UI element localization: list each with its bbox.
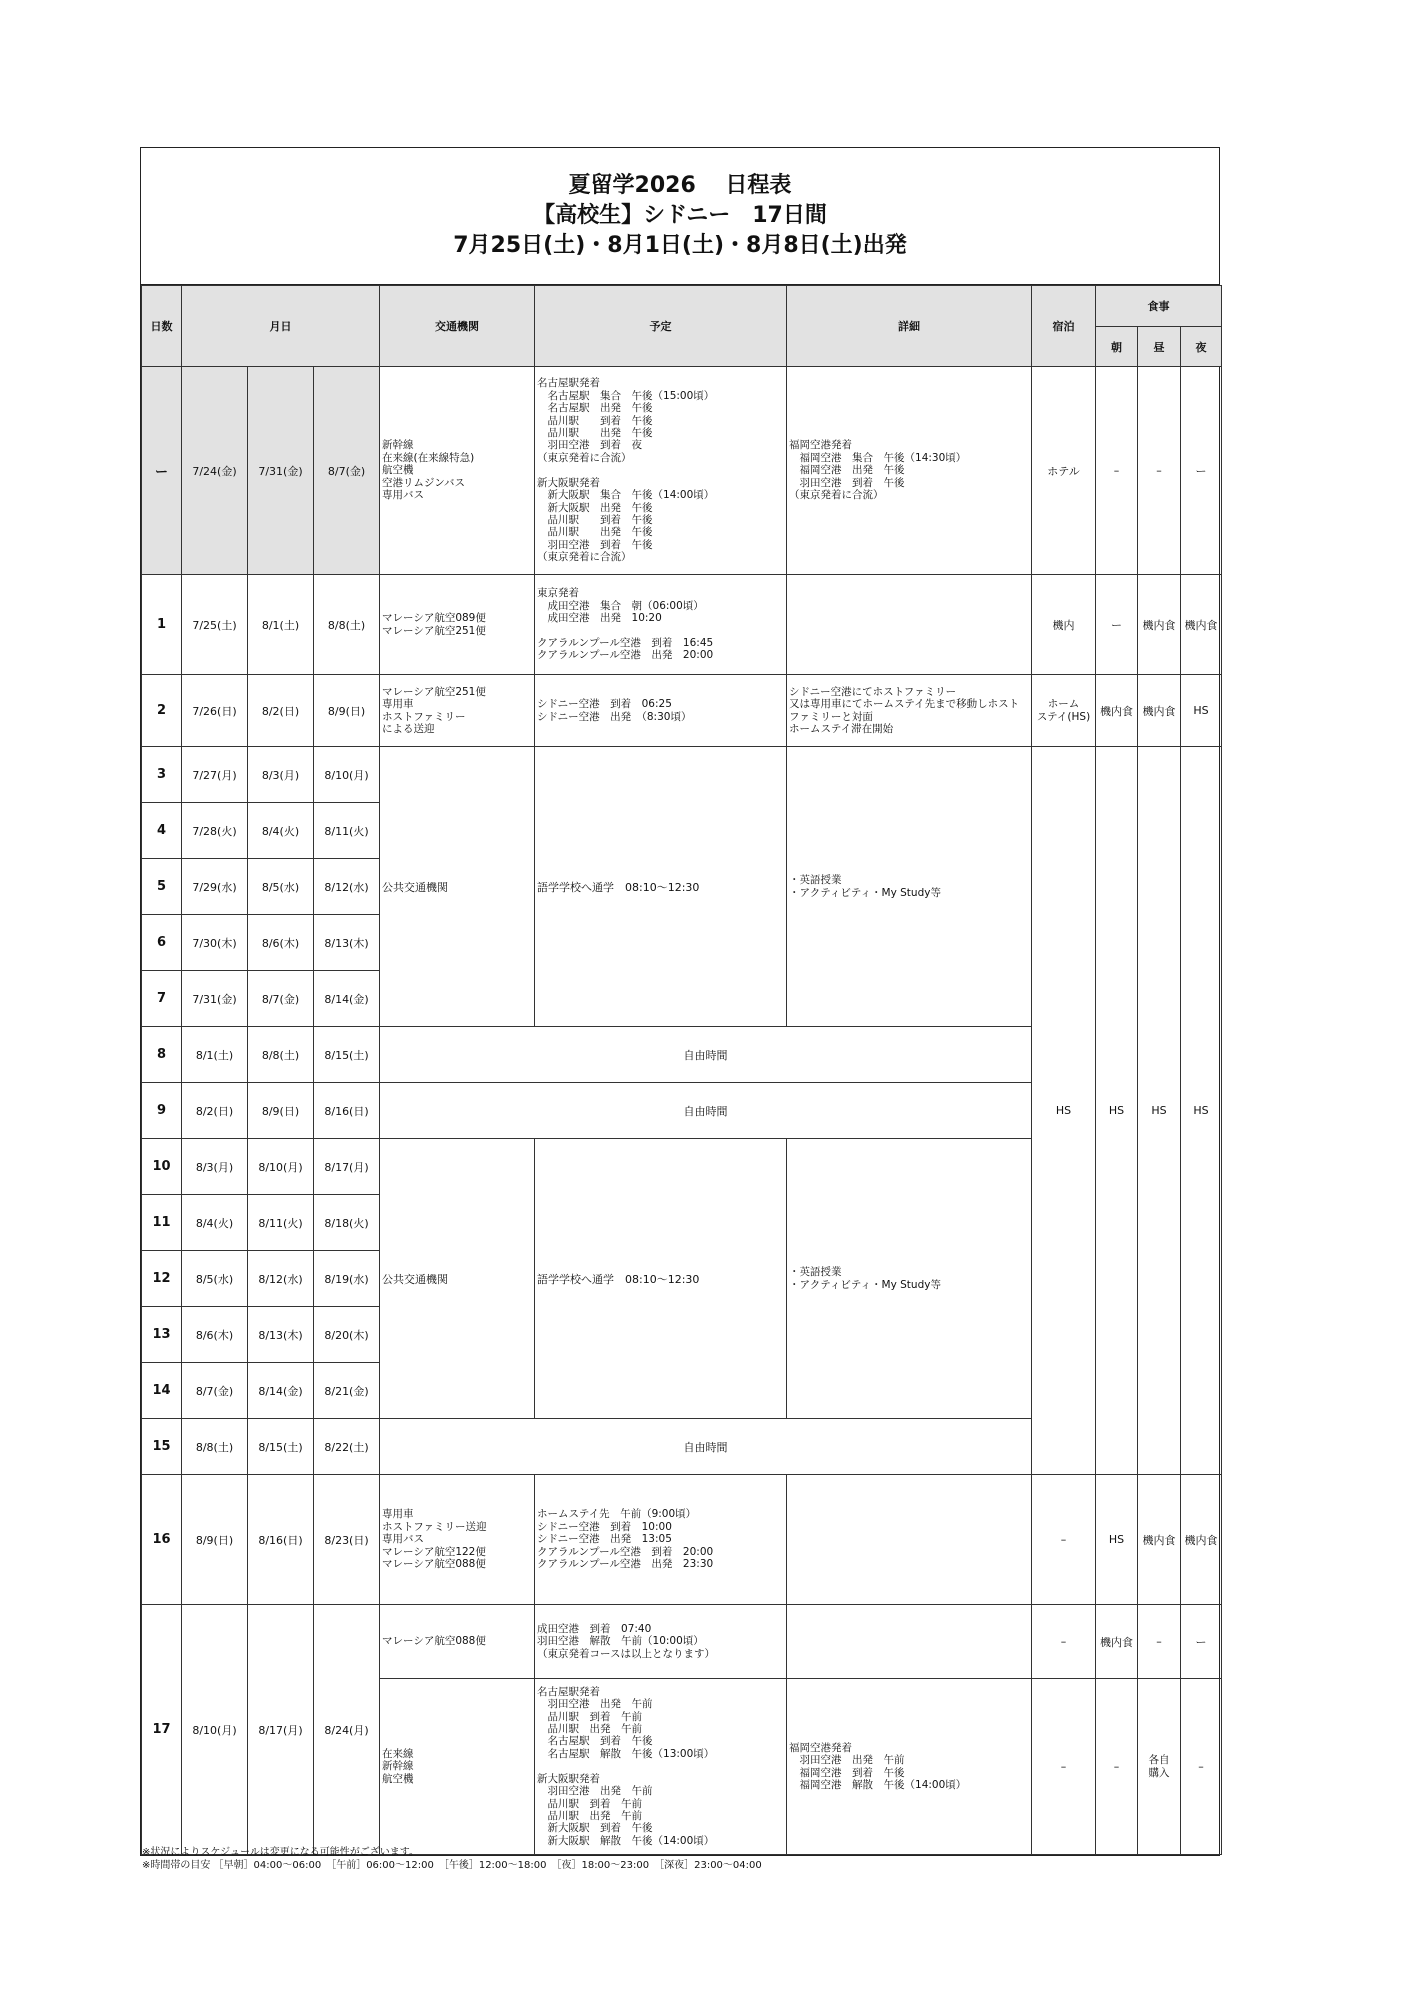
date-cell: 8/2(日): [248, 675, 314, 747]
day-number: 14: [142, 1363, 182, 1419]
stay-cell: HS: [1032, 747, 1096, 1475]
date-cell: 8/3(月): [248, 747, 314, 803]
date-cell: 8/7(金): [182, 1363, 248, 1419]
header-meals: 食事: [1096, 286, 1222, 327]
header-stay: 宿泊: [1032, 286, 1096, 367]
date-cell: 8/12(水): [248, 1251, 314, 1307]
meal-dinner: HS: [1181, 747, 1222, 1475]
transport-cell: 在来線 新幹線 航空機: [382, 1747, 414, 1785]
date-cell: 8/14(金): [314, 971, 380, 1027]
transport-cell: 公共交通機関: [380, 1139, 535, 1419]
date-cell: 8/9(日): [248, 1083, 314, 1139]
detail-cell: 福岡空港発着 福岡空港 集合 午後（14:30頃） 福岡空港 出発 午後 羽田空港 到着 午後 （東京発着に合流）: [789, 439, 967, 502]
meal-breakfast: 機内食: [1096, 1605, 1138, 1679]
day-number: 10: [142, 1139, 182, 1195]
day-number: 1: [142, 575, 182, 675]
date-cell: 8/7(金): [248, 971, 314, 1027]
header-date: 月日: [182, 286, 380, 367]
meal-dinner: ー: [1181, 1605, 1222, 1679]
date-cell: 8/8(土): [182, 1419, 248, 1475]
stay-cell: –: [1032, 1475, 1096, 1605]
date-cell: 7/31(金): [182, 971, 248, 1027]
day-number: ー: [142, 367, 182, 575]
date-cell: 8/15(土): [314, 1027, 380, 1083]
day-number: 16: [142, 1475, 182, 1605]
meal-breakfast: HS: [1096, 747, 1138, 1475]
date-cell: 8/3(月): [182, 1139, 248, 1195]
meal-breakfast: 機内食: [1096, 675, 1138, 747]
date-cell: 8/23(日): [314, 1475, 380, 1605]
meal-lunch: –: [1138, 1605, 1181, 1679]
date-cell: 8/13(木): [314, 915, 380, 971]
table-row: [142, 575, 1222, 675]
meal-dinner: ー: [1181, 367, 1222, 575]
date-cell: 8/12(水): [314, 859, 380, 915]
date-cell: 8/11(火): [314, 803, 380, 859]
detail-cell: ・英語授業 ・アクティビティ・My Study等: [789, 1266, 941, 1291]
date-cell: 8/17(月): [248, 1605, 314, 1855]
date-cell: 8/11(火): [248, 1195, 314, 1251]
meal-dinner: HS: [1181, 675, 1222, 747]
stay-cell: –: [1032, 1679, 1096, 1855]
day-number: 7: [142, 971, 182, 1027]
header-detail: 詳細: [787, 286, 1032, 367]
date-cell: 8/17(月): [314, 1139, 380, 1195]
date-cell: 8/4(火): [248, 803, 314, 859]
title-line-2: 【高校生】シドニー 17日間: [533, 203, 827, 228]
day-number: 6: [142, 915, 182, 971]
date-cell: 8/20(木): [314, 1307, 380, 1363]
detail-cell: ・英語授業 ・アクティビティ・My Study等: [789, 874, 941, 899]
date-cell: 8/5(水): [182, 1251, 248, 1307]
schedule-sheet: [140, 147, 1220, 1856]
date-cell: 7/25(土): [182, 575, 248, 675]
date-cell: 8/19(水): [314, 1251, 380, 1307]
plan-cell: 語学学校へ通学 08:10～12:30: [535, 1139, 787, 1419]
plan-cell: ホームステイ先 午前（9:00頃） シドニー空港 到着 10:00 シドニー空港 出発 13:05 クアラルンプール空港 到着 20:00 クアラルンプール空港 出発 23:30: [537, 1508, 714, 1571]
date-cell: 8/9(日): [182, 1475, 248, 1605]
date-cell: 7/27(月): [182, 747, 248, 803]
meal-lunch: HS: [1138, 747, 1181, 1475]
date-cell: 8/16(日): [314, 1083, 380, 1139]
transport-cell: マレーシア航空251便 専用車 ホストファミリー による送迎: [382, 685, 486, 735]
date-cell: 8/4(火): [182, 1195, 248, 1251]
date-cell: 8/22(土): [314, 1419, 380, 1475]
header-transport: 交通機関: [380, 286, 535, 367]
transport-cell: 公共交通機関: [380, 747, 535, 1027]
date-cell: 8/24(月): [314, 1605, 380, 1855]
table-row: [142, 367, 1222, 575]
header-days: 日数: [142, 286, 182, 367]
date-cell: 8/2(日): [182, 1083, 248, 1139]
meal-dinner: –: [1181, 1679, 1222, 1855]
date-cell: 8/10(月): [248, 1139, 314, 1195]
meal-breakfast: –: [1096, 367, 1138, 575]
date-cell: 8/1(土): [182, 1027, 248, 1083]
meal-lunch: –: [1138, 367, 1181, 575]
meal-breakfast: ー: [1096, 575, 1138, 675]
header-dinner: 夜: [1181, 327, 1222, 367]
plan-cell: 名古屋駅発着 名古屋駅 集合 午後（15:00頃） 名古屋駅 出発 午後 品川駅 到着 午後 品川駅 出発 午後 羽田空港 到着 夜 （東京発着に合流） 新大阪駅発着 新大阪駅 集合 午後（14:00頃） 新大阪駅 出発 午後 品川駅 到着 午後 品川駅 出発 午後 羽田空港 到着 午後 （東京発着に合流）: [537, 377, 715, 564]
plan-cell: シドニー空港 到着 06:25 シドニー空港 出発 （8:30頃）: [537, 698, 692, 723]
plan-cell: 自由時間: [380, 1419, 1032, 1475]
plan-cell: 成田空港 到着 07:40 羽田空港 解散 午前（10:00頃） （東京発着コースは以上となります）: [537, 1622, 716, 1660]
plan-cell: 名古屋駅発着 羽田空港 出発 午前 品川駅 到着 午前 品川駅 出発 午前 名古屋駅 到着 午後 名古屋駅 解散 午後（13:00頃） 新大阪駅発着 羽田空港 出発 午前 品川駅 到着 午前 品川駅 出発 午前 新大阪駅 到着 午後 新大阪駅 解散 午後（14:00頃）: [537, 1685, 715, 1847]
day-number: 15: [142, 1419, 182, 1475]
date-cell: 8/8(土): [248, 1027, 314, 1083]
stay-cell: –: [1032, 1605, 1096, 1679]
day-number: 2: [142, 675, 182, 747]
table-row: [142, 1605, 1222, 1679]
date-cell: 8/18(火): [314, 1195, 380, 1251]
transport-cell: マレーシア航空089便 マレーシア航空251便: [382, 612, 486, 637]
stay-cell: ホテル: [1032, 367, 1096, 575]
stay-cell: 機内: [1032, 575, 1096, 675]
date-cell: 7/30(木): [182, 915, 248, 971]
meal-dinner: 機内食: [1181, 1475, 1222, 1605]
date-cell: 8/21(金): [314, 1363, 380, 1419]
detail-cell: 福岡空港発着 羽田空港 出発 午前 福岡空港 到着 午後 福岡空港 解散 午後（14:00頃）: [789, 1741, 967, 1791]
stay-cell: ホーム ステイ(HS): [1036, 698, 1091, 723]
day-number: 3: [142, 747, 182, 803]
transport-cell: マレーシア航空088便: [382, 1635, 486, 1648]
date-cell: 8/14(金): [248, 1363, 314, 1419]
date-cell: 8/1(土): [248, 575, 314, 675]
meal-dinner: 機内食: [1181, 575, 1222, 675]
transport-cell: 専用車 ホストファミリー送迎 専用バス マレーシア航空122便 マレーシア航空088便: [382, 1508, 487, 1571]
day-number: 13: [142, 1307, 182, 1363]
day-number: 12: [142, 1251, 182, 1307]
date-cell: 8/8(土): [314, 575, 380, 675]
header-plan: 予定: [535, 286, 787, 367]
date-cell: 8/7(金): [314, 367, 380, 575]
title-line-3: 7月25日(土)・8月1日(土)・8月8日(土)出発: [453, 233, 907, 258]
date-cell: 8/9(日): [314, 675, 380, 747]
date-cell: 7/29(水): [182, 859, 248, 915]
date-cell: 7/24(金): [182, 367, 248, 575]
schedule-table: [141, 285, 1222, 1855]
plan-cell: 自由時間: [380, 1027, 1032, 1083]
transport-cell: 新幹線 在来線(在来線特急) 航空機 空港リムジンバス 専用バス: [382, 439, 475, 502]
date-cell: 7/31(金): [248, 367, 314, 575]
day-number: 8: [142, 1027, 182, 1083]
meal-breakfast: –: [1096, 1679, 1138, 1855]
footnote-1: ※状況によりスケジュールは変更になる可能性がございます。: [142, 1847, 419, 1858]
date-cell: 8/16(日): [248, 1475, 314, 1605]
header-breakfast: 朝: [1096, 327, 1138, 367]
date-cell: 8/6(木): [182, 1307, 248, 1363]
day-number: 9: [142, 1083, 182, 1139]
title-block: [141, 148, 1219, 285]
date-cell: 8/10(月): [182, 1605, 248, 1855]
footnotes: [142, 1846, 762, 1872]
table-row: [142, 747, 1222, 803]
plan-cell: 自由時間: [380, 1083, 1032, 1139]
meal-lunch: 各自 購入: [1148, 1754, 1170, 1779]
plan-cell: 東京発着 成田空港 集合 朝（06:00頃） 成田空港 出発 10:20 クアラルンプール空港 到着 16:45 クアラルンプール空港 出発 20:00: [537, 587, 714, 662]
day-number: 17: [142, 1605, 182, 1855]
table-row: [142, 675, 1222, 747]
meal-lunch: 機内食: [1138, 1475, 1181, 1605]
header-lunch: 昼: [1138, 327, 1181, 367]
date-cell: 8/15(土): [248, 1419, 314, 1475]
day-number: 11: [142, 1195, 182, 1251]
date-cell: 8/6(木): [248, 915, 314, 971]
footnote-2: ※時間帯の目安 ［早朝］04:00～06:00 ［午前］06:00～12:00 ［午後］12:00～18:00 ［夜］18:00～23:00 ［深夜］23:00～04:00: [142, 1860, 762, 1871]
meal-lunch: 機内食: [1138, 575, 1181, 675]
day-number: 5: [142, 859, 182, 915]
detail-cell: シドニー空港にてホストファミリー 又は専用車にてホームステイ先まで移動しホスト ファミリーと対面 ホームステイ滞在開始: [789, 685, 1020, 735]
table-row: [142, 1475, 1222, 1605]
meal-breakfast: HS: [1096, 1475, 1138, 1605]
plan-cell: 語学学校へ通学 08:10～12:30: [535, 747, 787, 1027]
meal-lunch: 機内食: [1138, 675, 1181, 747]
title-line-1: 夏留学2026 日程表: [568, 173, 792, 198]
date-cell: 7/28(火): [182, 803, 248, 859]
date-cell: 8/10(月): [314, 747, 380, 803]
day-number: 4: [142, 803, 182, 859]
date-cell: 8/5(水): [248, 859, 314, 915]
date-cell: 8/13(木): [248, 1307, 314, 1363]
date-cell: 7/26(日): [182, 675, 248, 747]
